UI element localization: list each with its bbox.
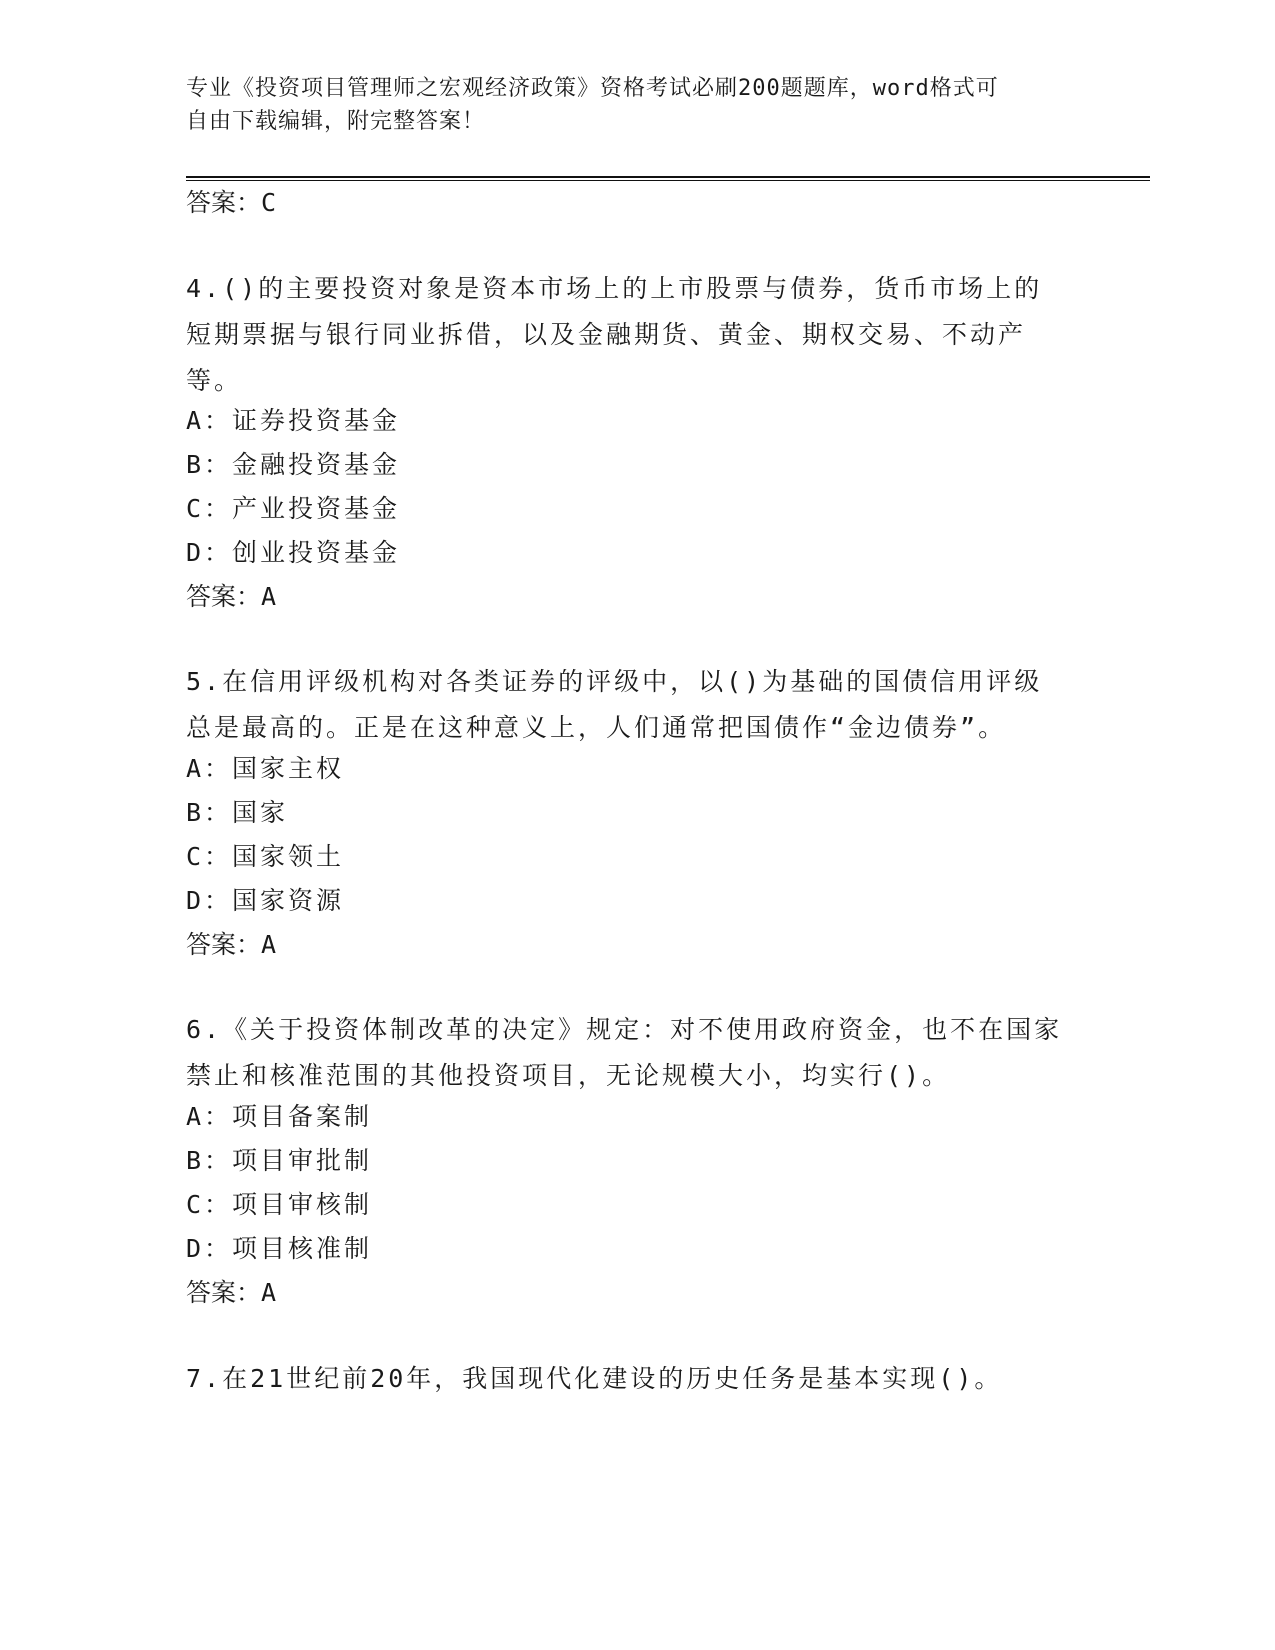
header-rule-thick	[186, 176, 1150, 178]
answer-label: 答案：	[186, 1278, 262, 1307]
question-4-option-a: A：证券投资基金	[186, 406, 401, 435]
question-6-option-d: D：项目核准制	[186, 1234, 373, 1263]
question-7-stem: 7.在21世纪前20年，我国现代化建设的历史任务是基本实现()。	[186, 1364, 1003, 1393]
question-6-answer	[186, 1278, 276, 1308]
header-line-1: 专业《投资项目管理师之宏观经济政策》资格考试必刷200题题库，word格式可	[186, 76, 999, 101]
question-4-answer	[186, 582, 276, 612]
answer-label: 答案：	[186, 930, 262, 959]
question-5-option-b: B：国家	[186, 798, 289, 827]
question-5-stem: 5.在信用评级机构对各类证券的评级中，以()为基础的国债信用评级总是最高的。正是在这种意义上，人们通常把国债作“金边债券”。	[186, 667, 1043, 742]
answer-value: C	[261, 188, 277, 217]
answer-value: A	[261, 930, 277, 959]
question-6-option-c: C：项目审核制	[186, 1190, 373, 1219]
answer-value: A	[261, 582, 277, 611]
header-line-2: 自由下载编辑，附完整答案！	[186, 109, 486, 134]
page-header	[186, 72, 1066, 138]
question-5-option-c: C：国家领土	[186, 842, 345, 871]
answer-value: A	[261, 1278, 277, 1307]
question-6-option-a: A：项目备案制	[186, 1102, 373, 1131]
question-5-answer	[186, 930, 276, 960]
question-6-option-b: B：项目审批制	[186, 1146, 373, 1175]
answer-label: 答案：	[186, 582, 262, 611]
answer-prev	[186, 188, 276, 218]
header-rule-thin	[186, 180, 1150, 181]
question-5-option-d: D：国家资源	[186, 886, 345, 915]
question-4-option-d: D：创业投资基金	[186, 538, 401, 567]
question-4-option-b: B：金融投资基金	[186, 450, 401, 479]
question-5-option-a: A：国家主权	[186, 754, 345, 783]
question-4-option-c: C：产业投资基金	[186, 494, 401, 523]
question-4-stem: 4.()的主要投资对象是资本市场上的上市股票与债券，货币市场上的短期票据与银行同业拆借，以及金融期货、黄金、期权交易、不动产等。	[186, 274, 1043, 395]
question-6-stem: 6.《关于投资体制改革的决定》规定：对不使用政府资金，也不在国家禁止和核准范围的其他投资项目，无论规模大小，均实行()。	[186, 1015, 1063, 1090]
answer-label: 答案：	[186, 188, 262, 217]
